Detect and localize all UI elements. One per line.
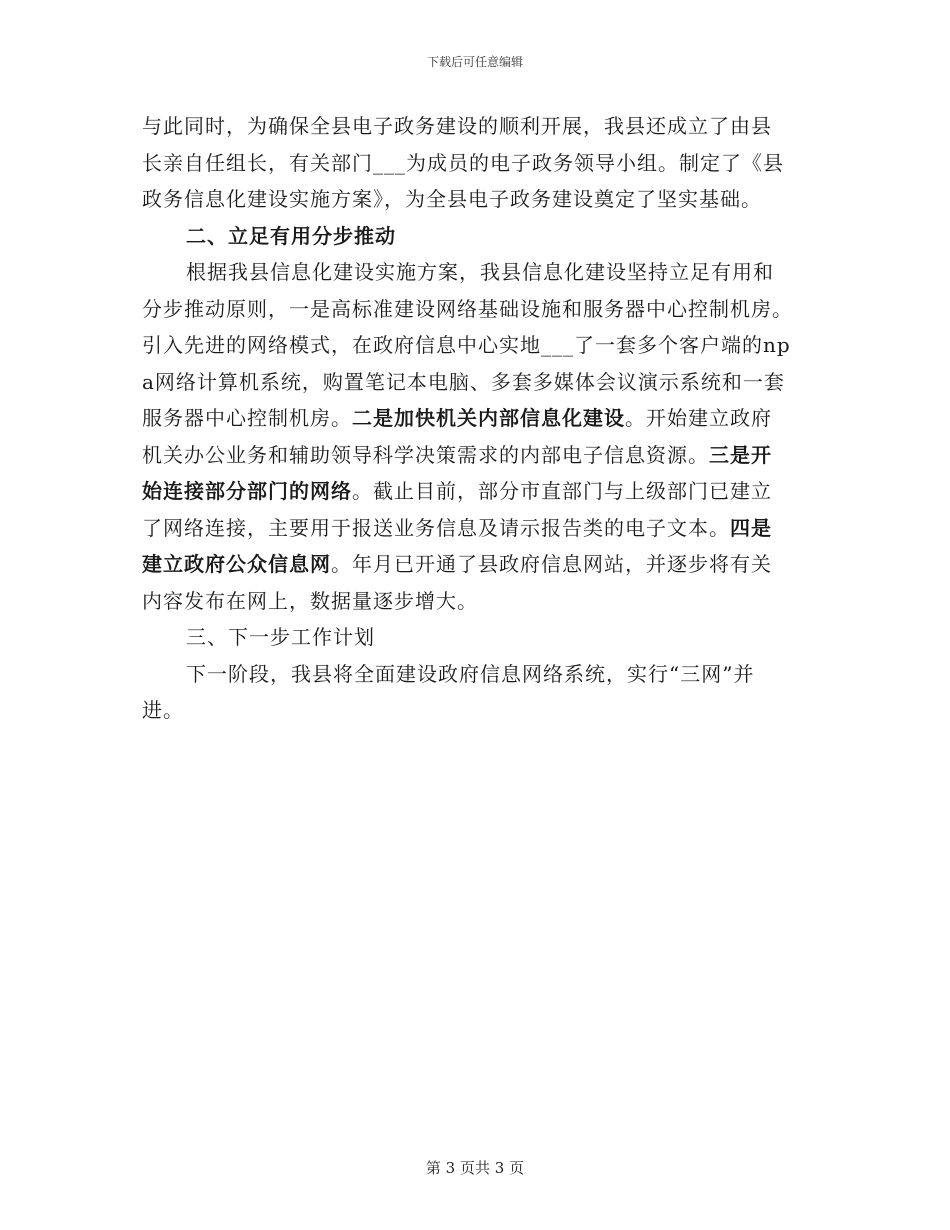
text-line bbox=[142, 364, 810, 401]
text-segment: 服务器中心控制机房。 bbox=[142, 406, 352, 430]
text-line bbox=[142, 254, 810, 291]
text-segment: 长亲自任组长，有关部门___为成员的电子政务领导小组。制定了《县 bbox=[142, 150, 784, 175]
text-segment: 。开始建立政府 bbox=[625, 406, 772, 430]
text-line bbox=[142, 619, 810, 656]
text-line bbox=[142, 181, 810, 218]
text-segment: 政务信息化建设实施方案》，为全县电子政务建设奠定了坚实基础。 bbox=[142, 187, 762, 211]
text-line bbox=[142, 692, 810, 729]
page-footer: 第 3 页共 3 页 bbox=[425, 1159, 525, 1177]
text-segment: 了网络连接，主要用于报送业务信息及请示报告类的电子文本。 bbox=[142, 515, 730, 540]
text-segment: 内容发布在网上，数据量逐步增大。 bbox=[142, 588, 478, 613]
text-segment: 与此同时，为确保全县电子政务建设的顺利开展，我县还成立了由县 bbox=[142, 114, 772, 138]
text-line bbox=[142, 291, 810, 328]
text-line bbox=[142, 656, 810, 693]
text-line bbox=[142, 145, 810, 182]
text-segment: 根据我县信息化建设实施方案，我县信息化建设坚持立足有用和 bbox=[186, 260, 774, 284]
page-header: 下载后可任意编辑 bbox=[426, 55, 523, 69]
text-segment: 分步推动原则，一是高标准建设网络基础设施和服务器中心控制机房。 bbox=[142, 296, 793, 321]
text-segment: 。截止目前，部分市直部门与上级部门已建立 bbox=[352, 479, 772, 503]
text-line bbox=[142, 108, 810, 145]
text-segment: 引入先进的网络模式，在政府信息中心实地___了一套多个客户端的np bbox=[142, 333, 791, 357]
text-line bbox=[142, 583, 810, 620]
text-segment: 进。 bbox=[142, 698, 184, 722]
bold-text-segment: 始连接部分部门的网络 bbox=[142, 479, 352, 503]
text-line bbox=[142, 546, 810, 583]
text-line bbox=[142, 437, 810, 474]
text-segment: 下一阶段，我县将全面建设政府信息网络系统，实行“三网”并 bbox=[186, 661, 755, 686]
bold-text-segment: 二、立足有用分步推动 bbox=[186, 223, 396, 248]
text-line bbox=[142, 510, 810, 547]
text-line bbox=[142, 327, 810, 364]
document-body bbox=[142, 108, 810, 729]
text-segment: 三、下一步工作计划 bbox=[186, 625, 375, 649]
text-segment: 机关办公业务和辅助领导科学决策需求的内部电子信息资源。 bbox=[142, 442, 709, 467]
bold-text-segment: 建立政府公众信息网 bbox=[142, 552, 331, 576]
text-segment: a网络计算机系统，购置笔记本电脑、多套多媒体会议演示系统和一套 bbox=[142, 369, 785, 394]
text-segment: 。年月已开通了县政府信息网站，并逐步将有关 bbox=[331, 552, 772, 576]
text-line bbox=[142, 473, 810, 510]
bold-text-segment: 二是加快机关内部信息化建设 bbox=[352, 406, 625, 430]
bold-text-segment: 三是开 bbox=[709, 442, 772, 467]
text-line bbox=[142, 400, 810, 437]
text-line bbox=[142, 218, 810, 255]
bold-text-segment: 四是 bbox=[730, 515, 772, 540]
